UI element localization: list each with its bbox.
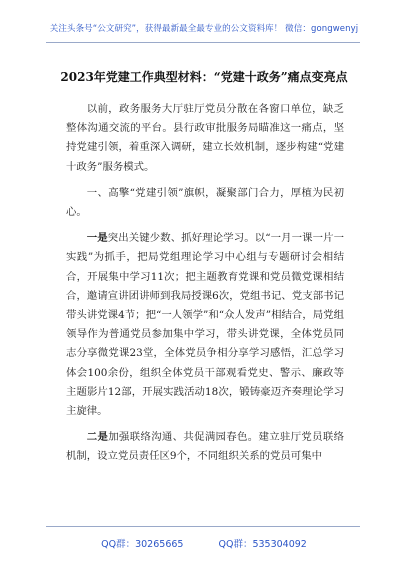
footer-divider xyxy=(46,526,360,527)
footer xyxy=(0,536,408,550)
header-divider xyxy=(46,42,360,43)
paragraph-text: 以前，政务服务大厅驻厅党员分散在各窗口单位，缺乏整体沟通交流的平台。县行政审批服务局瞄准这一痛点，坚持党建引领，着重深入调研，建立长效机制，逐步构建“党建十政务”服务模式。 xyxy=(66,103,344,173)
document-body xyxy=(66,100,344,474)
footer-qq-group-1: QQ群：30265665 xyxy=(101,539,184,550)
paragraph-text: 突出关键少数、抓好理论学习。以“一月一课一片一实践”为抓手，把局党组理论学习中心组与专题研讨会相结合，开展集中学习11次；把主题教育党课和党员微党课相结合，邀请宣讲团讲师到我局授课6次，党组书记、党支部书记带头讲党课4节；把“一人领学”和“众人发声”相结合，局党组领导作为普通党员参加集中学习，带头讲党课，全体党员同志分享微党课23堂，全体党员争相分享学习感悟，汇总学习体会100余份，组织全体党员干部观看党史、警示、廉政等主题影片12部，开展实践活动18次，锻铸豪迈齐奏理论学习主旋律。 xyxy=(66,232,345,418)
paragraph-intro xyxy=(66,100,344,177)
paragraph-text: 一、高擎“党建引领”旗帜，凝聚部门合力，厚植为民初心。 xyxy=(66,186,344,219)
document-title: 2023年党建工作典型材料：“党建十政务”痛点变亮点 xyxy=(60,70,348,84)
paragraph-lead: 二是 xyxy=(86,431,109,444)
paragraph-section-heading xyxy=(66,184,344,222)
paragraph-text: 加强联络沟通、共促满园春色。建立驻厅党员联络机制，设立党员责任区9个，不同组织关系的党员可集中 xyxy=(66,431,345,463)
paragraph-point-one xyxy=(66,229,344,421)
paragraph-lead: 一是 xyxy=(86,232,108,245)
footer-qq-group-2: QQ群：535304092 xyxy=(218,539,307,550)
top-banner: 关注头条号“公文研究”，获得最新最全最专业的公文资料库！ 微信：gongwenyj xyxy=(49,24,359,34)
paragraph-point-two xyxy=(66,428,344,466)
